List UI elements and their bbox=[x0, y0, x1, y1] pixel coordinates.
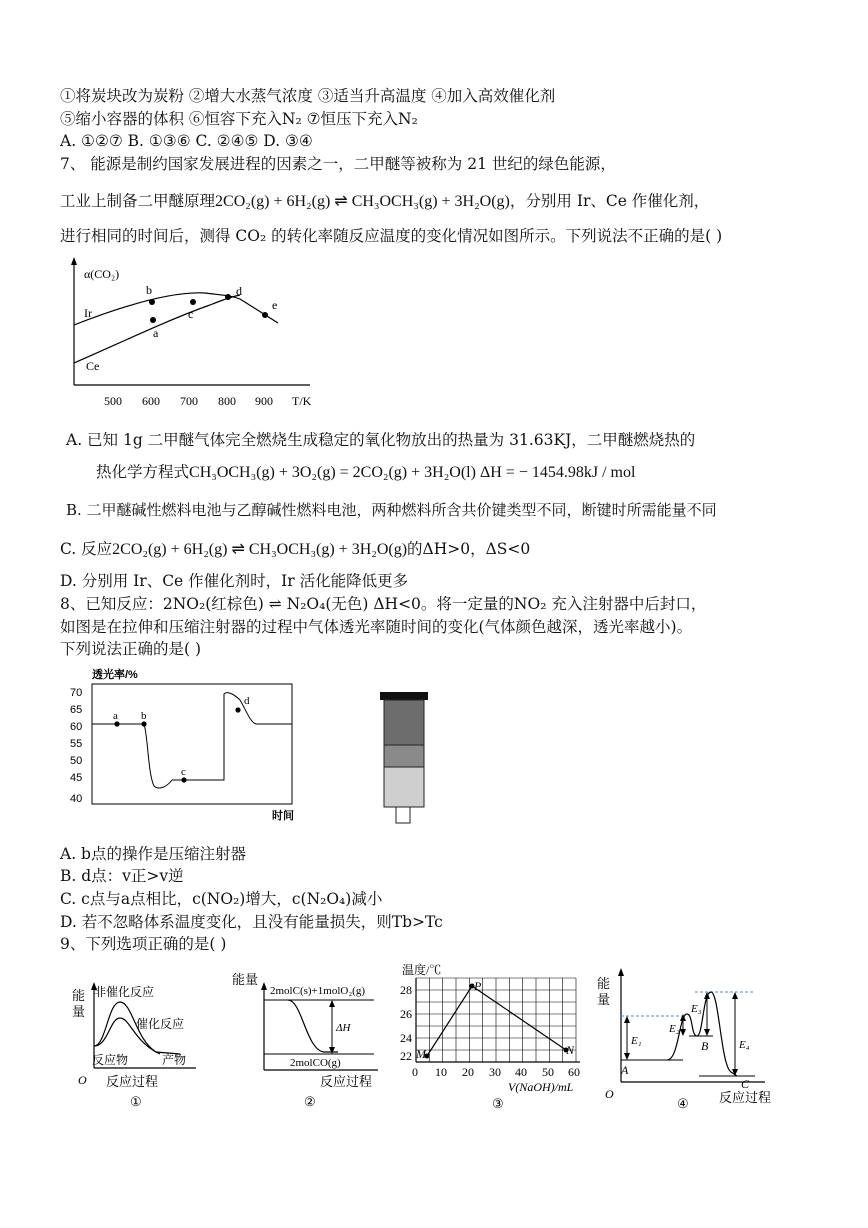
q8-xlabel: 时间 bbox=[272, 810, 294, 822]
q7-conversion-chart bbox=[60, 255, 330, 415]
f3-m-label: M bbox=[416, 1047, 426, 1061]
f3-n-label: N bbox=[566, 1043, 575, 1057]
q7-point-e bbox=[262, 312, 268, 318]
q8-transmittance-curve bbox=[92, 693, 292, 788]
q7-xtick: 700 bbox=[180, 394, 198, 408]
q7-choice-d: D. 分别用 Ir、Ce 作催化剂时，Ir 活化能降低更多 bbox=[60, 572, 409, 590]
q8-choice-a: A. b点的操作是压缩注射器 bbox=[60, 845, 246, 863]
f3-xtick: 0 bbox=[412, 1065, 418, 1079]
f4-number: ④ bbox=[677, 1096, 689, 1111]
q8-ytick: 45 bbox=[70, 772, 83, 784]
q7-xtick: 500 bbox=[104, 394, 122, 408]
q7-stem-line1: 7、 能源是制约国家发展进程的因素之一，二甲醚等被称为 21 世纪的绿色能源， bbox=[60, 155, 616, 173]
f2-number: ② bbox=[304, 1094, 316, 1109]
q8-ylabel: 透光率/% bbox=[92, 669, 138, 681]
f1-ylabel: 能 bbox=[72, 988, 86, 1003]
q7-curve-ir bbox=[74, 293, 278, 325]
q9-figure-3 bbox=[400, 960, 600, 1112]
q8-point-b bbox=[141, 721, 146, 726]
f2-xlabel: 反应过程 bbox=[320, 1074, 373, 1089]
q7-point-d-label: d bbox=[236, 284, 242, 298]
q7-point-c-label: c bbox=[188, 307, 194, 321]
f1-product-label: 产物 bbox=[162, 1053, 187, 1067]
f1-xlabel: 反应过程 bbox=[106, 1074, 159, 1089]
q8-stem-line2: 如图是在拉伸和压缩注射器的过程中气体透光率随时间的变化(气体颜色越深，透光率越小)。 bbox=[60, 618, 693, 636]
f3-p-label: P bbox=[474, 979, 482, 993]
q7-point-d bbox=[225, 294, 231, 300]
q7-choice-c-prefix: C. 反应 bbox=[60, 540, 113, 558]
q7-point-b-label: b bbox=[146, 283, 152, 297]
f4-e4-label: E₄ bbox=[739, 1039, 750, 1051]
q8-choice-c: C. c点与a点相比，c(NO₂)增大，c(N₂O₄)减小 bbox=[60, 890, 383, 908]
f3-ytick: 26 bbox=[400, 1007, 412, 1021]
q8-stem-line3: 下列说法正确的是( ) bbox=[60, 640, 202, 658]
f3-xtick: 40 bbox=[515, 1065, 527, 1079]
q7-choice-c-suffix: 的ΔH>0，ΔS<0 bbox=[407, 540, 531, 558]
f1-reactant-label: 反应物 bbox=[92, 1053, 129, 1067]
f3-ylabel: 温度/℃ bbox=[402, 963, 442, 977]
q8-point-b-label: b bbox=[141, 710, 147, 722]
q8-ytick: 40 bbox=[70, 793, 83, 805]
q7-point-a-label: a bbox=[153, 326, 159, 340]
f1-number: ① bbox=[130, 1094, 142, 1109]
q7-point-b bbox=[149, 299, 155, 305]
f4-e2-label: E₂ bbox=[669, 1023, 680, 1035]
f4-e1-label: E₁ bbox=[631, 1035, 642, 1047]
q7-xtick: 600 bbox=[142, 394, 160, 408]
f3-xtick: 60 bbox=[568, 1065, 580, 1079]
q8-transmittance-chart bbox=[60, 664, 300, 824]
q7-choice-b: B. 二甲醚碱性燃料电池与乙醇碱性燃料电池，两种燃料所含共价键类型不同，断键时所需能量不同 bbox=[66, 501, 717, 519]
q6-choices: A. ①②⑦ B. ①③⑥ C. ②④⑤ D. ③④ bbox=[60, 132, 313, 150]
f3-ytick: 28 bbox=[400, 983, 412, 997]
q7-choice-c-equation: 2CO₂(g) + 6H₂(g) ⇌ CH₃OCH₃(g) + 3H₂O(g) bbox=[112, 541, 408, 558]
f3-ytick: 22 bbox=[400, 1049, 412, 1063]
q8-point-a bbox=[114, 721, 119, 726]
f3-xtick: 30 bbox=[489, 1065, 501, 1079]
q7-xtick: 900 bbox=[255, 394, 273, 408]
f1-ylabel: 量 bbox=[72, 1004, 86, 1019]
q8-ytick: 65 bbox=[70, 704, 83, 716]
q7-choice-a-equation: CH₃OCH₃(g) + 3O₂(g) = 2CO₂(g) + 3H₂O(l) ΔH = − 1454.98kJ / mol bbox=[189, 464, 636, 481]
f2-ylabel: 能量 bbox=[232, 972, 259, 987]
f4-a-label: A bbox=[621, 1063, 629, 1077]
q8-choice-d: D. 若不忽略体系温度变化，且没有能量损失，则Tb>Tc bbox=[60, 913, 443, 931]
f4-xlabel: 反应过程 bbox=[719, 1090, 772, 1105]
f3-xlabel: V(NaOH)/mL bbox=[508, 1080, 574, 1094]
q7-series-ce: Ce bbox=[86, 359, 100, 373]
syringe-illustration bbox=[370, 690, 440, 830]
q9-figure-2 bbox=[228, 970, 398, 1110]
q6-options-line1: ①将炭块改为炭粉 ②增大水蒸气浓度 ③适当升高温度 ④加入高效催化剂 bbox=[60, 87, 556, 105]
q7-stem-prefix: 工业上制备二甲醚原理 bbox=[60, 192, 216, 210]
q7-stem-line2 bbox=[60, 191, 709, 212]
f2-curve bbox=[288, 1000, 338, 1052]
q7-series-ir: Ir bbox=[84, 306, 92, 320]
q9-stem: 9、下列选项正确的是( ) bbox=[60, 935, 227, 953]
q8-stem-line1: 8、已知反应：2NO₂(红棕色) ⇌ N₂O₄(无色) ΔH<0。将一定量的NO₂ 充入注射器中后封口， bbox=[60, 595, 707, 613]
f3-xtick: 50 bbox=[542, 1065, 554, 1079]
f4-b-label: B bbox=[701, 1039, 709, 1053]
q7-point-c bbox=[190, 299, 196, 305]
q7-ylabel: α(CO₂) bbox=[84, 267, 120, 281]
q8-ytick: 50 bbox=[70, 755, 83, 767]
f4-ylabel: 量 bbox=[597, 992, 611, 1007]
f4-ylabel: 能 bbox=[597, 976, 611, 991]
q7-choice-a-line2 bbox=[96, 462, 635, 483]
f3-ytick: 24 bbox=[400, 1031, 412, 1045]
f3-number: ③ bbox=[492, 1096, 504, 1111]
f2-bottom-label: 2molCO(g) bbox=[290, 1057, 341, 1069]
q7-y-arrow bbox=[71, 257, 77, 265]
q7-stem-line3: 进行相同的时间后，测得 CO₂ 的转化率随反应温度的变化情况如图所示。下列说法不正确的是( ) bbox=[60, 227, 723, 245]
q9-figure-4 bbox=[595, 966, 785, 1112]
f2-dh-label: ΔH bbox=[336, 1022, 351, 1034]
f1-curve1-label: 非催化反应 bbox=[94, 985, 155, 999]
q7-point-e-label: e bbox=[272, 298, 278, 312]
f3-xtick: 20 bbox=[462, 1065, 474, 1079]
f3-xtick: 10 bbox=[435, 1065, 447, 1079]
q7-stem-suffix: ，分别用 Ir、Ce 作催化剂， bbox=[509, 192, 710, 210]
f3-grid bbox=[416, 978, 576, 1062]
q7-xlabel: T/K bbox=[292, 394, 312, 408]
q6-options-line2: ⑤缩小容器的体积 ⑥恒容下充入N₂ ⑦恒压下充入N₂ bbox=[60, 110, 418, 128]
q7-choice-a-prefix: 热化学方程式 bbox=[96, 463, 190, 481]
q8-point-d bbox=[235, 707, 240, 712]
f4-e3-label: E₃ bbox=[691, 1003, 702, 1015]
q7-choice-a-line1: A. 已知 1g 二甲醚气体完全燃烧生成稳定的氧化物放出的热量为 31.63KJ，二甲醚燃烧热的 bbox=[66, 431, 696, 449]
f1-curve2-label: 催化反应 bbox=[136, 1017, 185, 1031]
q8-point-d-label: d bbox=[244, 695, 250, 707]
q8-point-c bbox=[181, 777, 186, 782]
q8-point-c-label: c bbox=[181, 766, 186, 778]
f1-origin: O bbox=[78, 1073, 87, 1087]
q8-ytick: 60 bbox=[70, 721, 83, 733]
f4-c-label: C bbox=[741, 1077, 750, 1091]
f2-top-label: 2molC(s)+1molO₂(g) bbox=[270, 985, 365, 997]
f3-temperature-line bbox=[427, 986, 566, 1056]
q7-choice-c bbox=[60, 539, 530, 560]
q8-choice-b: B. d点：v正>v逆 bbox=[60, 867, 184, 885]
q7-xtick: 800 bbox=[218, 394, 236, 408]
q8-ytick: 55 bbox=[70, 738, 83, 750]
q8-ytick: 70 bbox=[70, 687, 83, 699]
q8-point-a-label: a bbox=[113, 710, 118, 722]
q7-point-a bbox=[150, 317, 156, 323]
f4-origin: O bbox=[605, 1087, 614, 1101]
q7-equation: 2CO₂(g) + 6H₂(g) ⇌ CH₃OCH₃(g) + 3H₂O(g) bbox=[215, 193, 510, 210]
q9-figure-1 bbox=[70, 982, 210, 1110]
